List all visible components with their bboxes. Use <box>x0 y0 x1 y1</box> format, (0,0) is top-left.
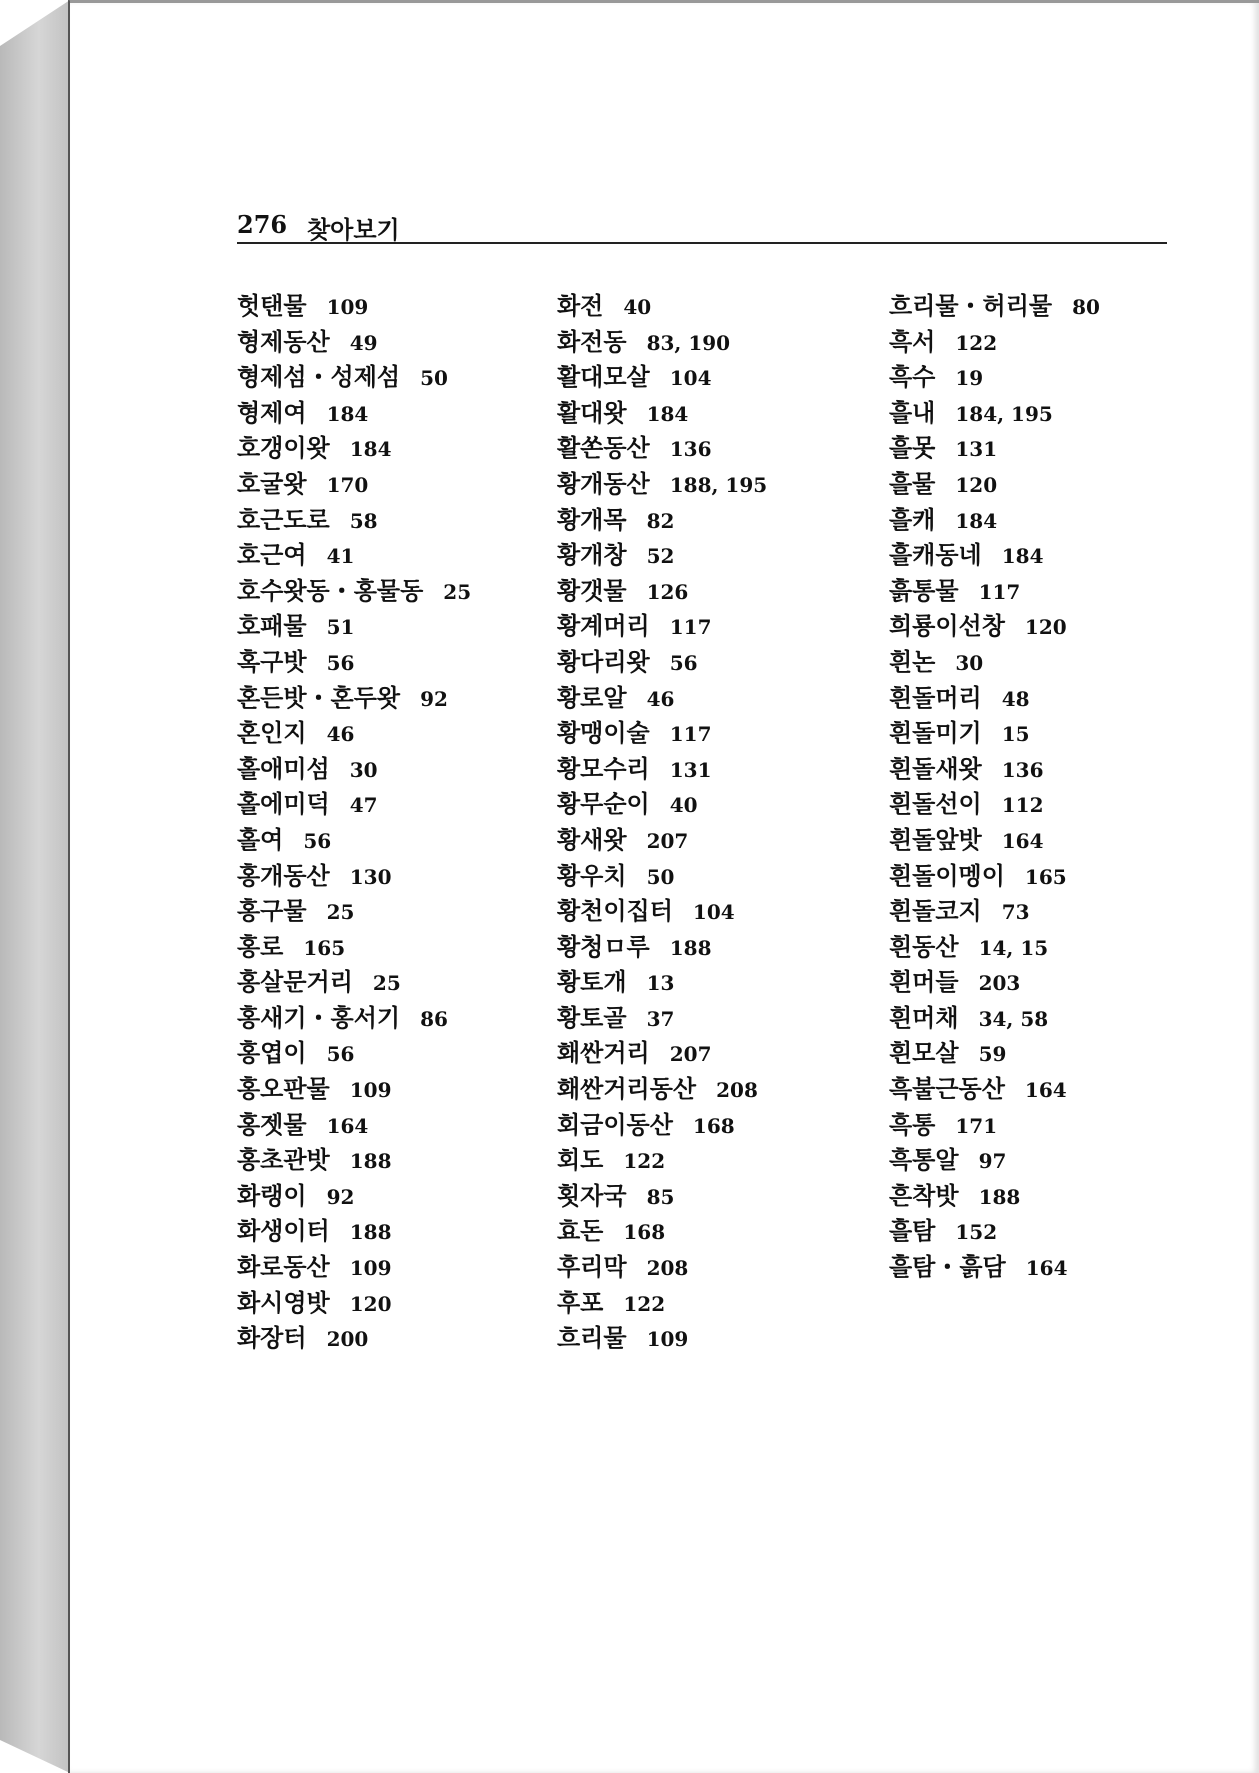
entry-term: 홀에미덕 <box>237 790 330 819</box>
entry-page-numbers: 165 <box>303 935 346 960</box>
index-entry <box>557 859 877 895</box>
index-entry <box>237 930 557 966</box>
index-entry <box>557 431 877 467</box>
entry-term: 호근여 <box>237 541 307 570</box>
entry-term: 화생이터 <box>237 1217 330 1246</box>
entry-term: 형제동산 <box>237 327 330 356</box>
entry-page-numbers: 117 <box>669 722 712 747</box>
entry-page-numbers: 97 <box>978 1149 1007 1174</box>
entry-term: 흔착밧 <box>889 1181 959 1210</box>
entry-term: 흘탐 <box>889 1217 936 1246</box>
index-entry <box>237 503 557 539</box>
entry-page-numbers: 25 <box>372 971 401 996</box>
entry-page-numbers: 126 <box>646 579 689 604</box>
entry-page-numbers: 109 <box>326 295 369 319</box>
entry-term: 흰머들 <box>889 968 959 997</box>
entry-term: 흰돌새왓 <box>889 754 982 783</box>
entry-page-numbers: 207 <box>669 1042 712 1067</box>
index-entry <box>557 716 877 752</box>
index-entry <box>557 823 877 859</box>
entry-term: 흰돌이멩이 <box>889 861 1005 890</box>
entry-page-numbers: 50 <box>646 864 675 889</box>
index-entry <box>237 1143 557 1179</box>
entry-page-numbers: 164 <box>326 1113 369 1138</box>
index-entry <box>557 894 877 930</box>
entry-page-numbers: 109 <box>646 1327 689 1352</box>
entry-term: 회도 <box>557 1146 604 1175</box>
entry-page-numbers: 188 <box>669 935 712 960</box>
entry-page-numbers: 122 <box>623 1291 666 1316</box>
entry-page-numbers: 34, 58 <box>978 1006 1049 1031</box>
entry-page-numbers: 56 <box>326 1042 355 1067</box>
index-entry <box>237 1321 557 1357</box>
entry-term: 흘탐・흙담 <box>889 1253 1006 1282</box>
entry-page-numbers: 15 <box>1001 722 1030 747</box>
entry-term: 화랭이 <box>237 1181 307 1210</box>
index-entry <box>557 1143 877 1179</box>
index-entry <box>557 965 877 1001</box>
entry-page-numbers: 168 <box>692 1113 735 1138</box>
entry-term: 흘물 <box>889 469 936 498</box>
entry-page-numbers: 25 <box>326 900 355 925</box>
entry-page-numbers: 51 <box>326 615 355 640</box>
entry-term: 황개창 <box>557 541 627 570</box>
entry-page-numbers: 46 <box>326 722 355 747</box>
index-entry <box>237 538 557 574</box>
entry-term: 홍개동산 <box>237 861 330 890</box>
entry-page-numbers: 14, 15 <box>978 935 1049 960</box>
index-entry <box>889 894 1209 930</box>
index-entry <box>237 1250 557 1286</box>
entry-page-numbers: 19 <box>955 366 984 391</box>
entry-term: 황개동산 <box>557 469 650 498</box>
entry-page-numbers: 30 <box>349 757 378 782</box>
entry-page-numbers: 109 <box>349 1078 392 1103</box>
page-edge <box>70 0 1259 3</box>
entry-term: 활쏜동산 <box>557 434 650 463</box>
index-entry <box>889 645 1209 681</box>
entry-term: 화전 <box>557 292 604 320</box>
entry-page-numbers: 184 <box>955 508 998 533</box>
entry-term: 흰돌선이 <box>889 790 982 819</box>
entry-term: 흘캐동네 <box>889 541 982 570</box>
book-spine <box>0 0 70 1773</box>
entry-page-numbers: 80 <box>1072 295 1100 319</box>
entry-page-numbers: 131 <box>669 757 712 782</box>
index-entry <box>237 1179 557 1215</box>
entry-page-numbers: 122 <box>623 1149 666 1174</box>
entry-term: 황청ㅁ루 <box>557 932 650 961</box>
index-entry <box>889 467 1209 503</box>
entry-page-numbers: 164 <box>1024 1078 1067 1103</box>
entry-page-numbers: 184 <box>326 401 369 426</box>
index-entry <box>557 360 877 396</box>
index-entry <box>557 1072 877 1108</box>
index-column-2 <box>557 289 877 1357</box>
entry-page-numbers: 165 <box>1024 864 1067 889</box>
entry-term: 흑불근동산 <box>889 1075 1005 1104</box>
index-entry <box>889 360 1209 396</box>
entry-term: 홍구물 <box>237 897 307 926</box>
entry-term: 흰모살 <box>889 1039 959 1068</box>
entry-term: 형제섬・성제섬 <box>237 363 401 392</box>
entry-term: 홀애미섬 <box>237 754 330 783</box>
index-entry <box>889 1250 1209 1286</box>
entry-page-numbers: 56 <box>303 828 332 853</box>
entry-term: 황맹이술 <box>557 719 650 748</box>
entry-page-numbers: 104 <box>669 366 712 391</box>
index-entry <box>889 325 1209 361</box>
entry-page-numbers: 50 <box>420 366 448 391</box>
index-entry <box>237 1214 557 1250</box>
index-entry <box>237 787 557 823</box>
entry-term: 홰싼거리동산 <box>557 1075 697 1104</box>
entry-page-numbers: 208 <box>716 1078 758 1103</box>
index-entry <box>557 503 877 539</box>
index-entry <box>557 1179 877 1215</box>
entry-term: 혹구밧 <box>237 647 307 676</box>
index-entry <box>557 930 877 966</box>
entry-page-numbers: 46 <box>646 686 675 711</box>
entry-page-numbers: 184 <box>349 437 392 462</box>
entry-term: 흰동산 <box>889 932 959 961</box>
index-entry <box>237 1001 557 1037</box>
entry-term: 흰논 <box>889 647 936 676</box>
index-entry <box>237 360 557 396</box>
entry-page-numbers: 184, 195 <box>955 401 1053 426</box>
entry-page-numbers: 49 <box>349 330 378 355</box>
entry-term: 홍엽이 <box>237 1039 307 1068</box>
index-entry <box>889 859 1209 895</box>
index-entry <box>237 681 557 717</box>
entry-page-numbers: 168 <box>623 1220 666 1245</box>
index-column-3 <box>889 289 1209 1286</box>
entry-page-numbers: 164 <box>1025 1256 1068 1281</box>
index-entry <box>889 289 1209 325</box>
entry-page-numbers: 200 <box>326 1327 369 1352</box>
entry-page-numbers: 136 <box>669 437 712 462</box>
index-entry <box>237 431 557 467</box>
entry-page-numbers: 52 <box>646 544 675 569</box>
entry-term: 황천이집터 <box>557 897 673 926</box>
entry-term: 흰돌앞밧 <box>889 825 982 854</box>
entry-term: 황갯물 <box>557 576 627 605</box>
index-entry <box>237 609 557 645</box>
entry-page-numbers: 82 <box>646 508 675 533</box>
entry-page-numbers: 109 <box>349 1256 392 1281</box>
entry-term: 황다리왓 <box>557 647 650 676</box>
index-entry <box>557 538 877 574</box>
entry-page-numbers: 171 <box>955 1113 998 1138</box>
entry-page-numbers: 117 <box>669 615 712 640</box>
entry-page-numbers: 59 <box>978 1042 1007 1067</box>
entry-term: 횟자국 <box>557 1181 627 1210</box>
entry-term: 흐리물・허리물 <box>889 292 1053 320</box>
entry-term: 희룡이선창 <box>889 612 1005 641</box>
index-entry <box>557 289 877 325</box>
entry-page-numbers: 130 <box>349 864 392 889</box>
page-number: 276 <box>237 210 288 239</box>
index-entry <box>889 1214 1209 1250</box>
entry-page-numbers: 188 <box>349 1220 392 1245</box>
entry-page-numbers: 208 <box>646 1256 689 1281</box>
index-entry <box>889 1108 1209 1144</box>
index-entry <box>557 1321 877 1357</box>
entry-term: 홀여 <box>237 825 284 854</box>
entry-page-numbers: 203 <box>978 971 1021 996</box>
entry-term: 활대모살 <box>557 363 650 392</box>
entry-page-numbers: 188 <box>978 1184 1021 1209</box>
entry-term: 홍새기・홍서기 <box>237 1003 401 1032</box>
index-entry <box>557 1036 877 1072</box>
index-entry <box>889 1001 1209 1037</box>
index-entry <box>557 645 877 681</box>
entry-term: 황새왓 <box>557 825 627 854</box>
entry-page-numbers: 73 <box>1001 900 1030 925</box>
index-entry <box>237 574 557 610</box>
index-entry <box>557 1108 877 1144</box>
index-entry <box>237 965 557 1001</box>
index-column-1 <box>237 289 557 1357</box>
entry-term: 황모수리 <box>557 754 650 783</box>
entry-term: 홍로 <box>237 932 284 961</box>
index-entry <box>557 325 877 361</box>
entry-page-numbers: 207 <box>646 828 689 853</box>
entry-term: 화장터 <box>237 1324 307 1353</box>
entry-term: 황개목 <box>557 505 627 534</box>
index-entry <box>237 894 557 930</box>
entry-page-numbers: 120 <box>955 472 998 497</box>
entry-page-numbers: 120 <box>1024 615 1067 640</box>
index-entry <box>889 1036 1209 1072</box>
entry-term: 홍오판물 <box>237 1075 330 1104</box>
index-entry <box>557 609 877 645</box>
index-entry <box>889 1072 1209 1108</box>
entry-term: 홍살문거리 <box>237 968 353 997</box>
index-entry <box>557 1001 877 1037</box>
entry-page-numbers: 30 <box>955 650 984 675</box>
entry-page-numbers: 184 <box>1001 544 1044 569</box>
index-entry <box>237 325 557 361</box>
entry-term: 후리막 <box>557 1253 627 1282</box>
entry-term: 흘못 <box>889 434 936 463</box>
index-entry <box>557 681 877 717</box>
entry-term: 호굴왓 <box>237 469 307 498</box>
entry-page-numbers: 122 <box>955 330 998 355</box>
entry-term: 혼인지 <box>237 719 307 748</box>
index-entry <box>237 1036 557 1072</box>
entry-page-numbers: 48 <box>1001 686 1030 711</box>
entry-term: 흰머채 <box>889 1003 959 1032</box>
index-entry <box>889 823 1209 859</box>
entry-term: 황로알 <box>557 683 627 712</box>
entry-term: 황토개 <box>557 968 627 997</box>
entry-page-numbers: 188, 195 <box>669 472 768 497</box>
index-entry <box>889 787 1209 823</box>
entry-page-numbers: 40 <box>623 295 652 319</box>
index-entry <box>237 645 557 681</box>
entry-term: 호수왓동・홍물동 <box>237 576 424 605</box>
index-entry <box>557 1214 877 1250</box>
entry-page-numbers: 152 <box>955 1220 998 1245</box>
entry-term: 홰싼거리 <box>557 1039 650 1068</box>
entry-term: 흰돌머리 <box>889 683 982 712</box>
index-entry <box>237 1286 557 1322</box>
entry-page-numbers: 25 <box>443 579 472 604</box>
entry-page-numbers: 41 <box>326 544 355 569</box>
entry-term: 흘내 <box>889 398 936 427</box>
entry-term: 화전동 <box>557 327 627 356</box>
entry-page-numbers: 47 <box>349 793 378 818</box>
entry-page-numbers: 13 <box>646 971 675 996</box>
index-entry <box>557 467 877 503</box>
entry-term: 흑서 <box>889 327 936 356</box>
entry-term: 황무순이 <box>557 790 650 819</box>
running-title: 찾아보기 <box>307 216 400 244</box>
running-head <box>237 208 1167 244</box>
entry-page-numbers: 164 <box>1001 828 1044 853</box>
entry-page-numbers: 40 <box>669 793 698 818</box>
entry-term: 흐리물 <box>557 1324 627 1353</box>
entry-term: 황우치 <box>557 861 627 890</box>
entry-page-numbers: 58 <box>349 508 378 533</box>
entry-page-numbers: 184 <box>646 401 689 426</box>
index-entry <box>237 716 557 752</box>
entry-page-numbers: 112 <box>1001 793 1044 818</box>
entry-page-numbers: 188 <box>349 1149 392 1174</box>
index-entry <box>557 752 877 788</box>
entry-term: 후포 <box>557 1288 604 1317</box>
index-entry <box>889 574 1209 610</box>
entry-term: 흑수 <box>889 363 936 392</box>
index-entry <box>237 467 557 503</box>
entry-term: 혼든밧・혼두왓 <box>237 683 401 712</box>
index-entry <box>557 1286 877 1322</box>
entry-page-numbers: 104 <box>692 900 735 925</box>
entry-term: 화시영밧 <box>237 1288 330 1317</box>
entry-term: 흙통물 <box>889 576 959 605</box>
index-entry <box>557 1250 877 1286</box>
entry-page-numbers: 56 <box>669 650 698 675</box>
entry-term: 회금이동산 <box>557 1110 673 1139</box>
index-entry <box>889 538 1209 574</box>
entry-term: 헛탠물 <box>237 292 307 320</box>
entry-page-numbers: 37 <box>646 1006 675 1031</box>
entry-page-numbers: 86 <box>420 1006 448 1031</box>
index-entry <box>237 823 557 859</box>
entry-term: 효돈 <box>557 1217 604 1246</box>
index-entry <box>889 1143 1209 1179</box>
entry-term: 흰돌코지 <box>889 897 982 926</box>
entry-term: 흰돌미기 <box>889 719 982 748</box>
index-entry <box>889 431 1209 467</box>
entry-term: 흑통 <box>889 1110 936 1139</box>
index-entry <box>889 609 1209 645</box>
index-entry <box>557 396 877 432</box>
entry-term: 홍젯물 <box>237 1110 307 1139</box>
index-entry <box>889 752 1209 788</box>
index-entry <box>889 503 1209 539</box>
entry-term: 황계머리 <box>557 612 650 641</box>
entry-page-numbers: 56 <box>326 650 355 675</box>
index-entry <box>889 681 1209 717</box>
index-entry <box>237 1072 557 1108</box>
index-entry <box>237 859 557 895</box>
entry-term: 홍초관밧 <box>237 1146 330 1175</box>
entry-page-numbers: 136 <box>1001 757 1044 782</box>
entry-page-numbers: 85 <box>646 1184 675 1209</box>
entry-term: 활대왓 <box>557 398 627 427</box>
entry-term: 호근도로 <box>237 505 330 534</box>
entry-page-numbers: 117 <box>978 579 1021 604</box>
index-entry <box>889 1179 1209 1215</box>
entry-term: 호갱이왓 <box>237 434 330 463</box>
entry-term: 흘캐 <box>889 505 936 534</box>
index-entry <box>889 716 1209 752</box>
entry-term: 화로동산 <box>237 1253 330 1282</box>
index-entry <box>237 396 557 432</box>
index-entry <box>237 289 557 325</box>
entry-page-numbers: 83, 190 <box>646 330 731 355</box>
entry-term: 호패물 <box>237 612 307 641</box>
entry-page-numbers: 170 <box>326 472 369 497</box>
index-entry <box>237 752 557 788</box>
entry-page-numbers: 92 <box>420 686 448 711</box>
index-entry <box>889 965 1209 1001</box>
entry-page-numbers: 120 <box>349 1291 392 1316</box>
entry-term: 형제여 <box>237 398 307 427</box>
index-entry <box>889 396 1209 432</box>
index-entry <box>237 1108 557 1144</box>
index-entry <box>557 574 877 610</box>
entry-page-numbers: 92 <box>326 1184 355 1209</box>
index-entry <box>889 930 1209 966</box>
entry-term: 흑통알 <box>889 1146 959 1175</box>
entry-page-numbers: 131 <box>955 437 998 462</box>
entry-term: 황토골 <box>557 1003 627 1032</box>
index-entry <box>557 787 877 823</box>
